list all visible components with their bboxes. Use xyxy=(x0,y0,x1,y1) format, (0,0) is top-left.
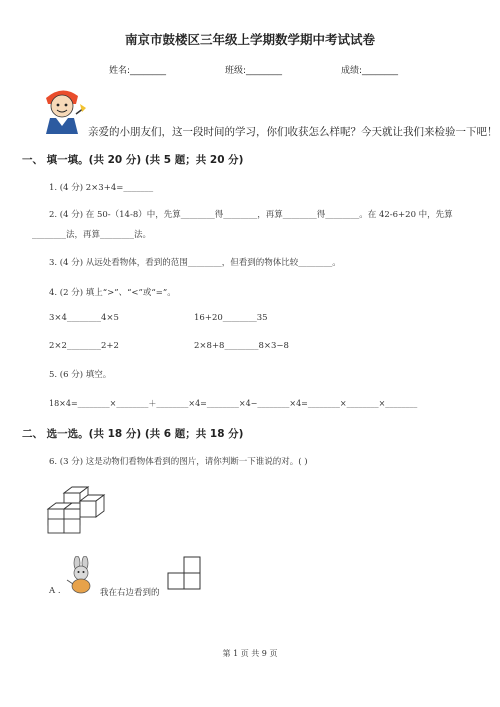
question-5-row: 18×4=________×________＋________×4=________×4−________×4=________×________×________ xyxy=(49,399,418,408)
class-field[interactable]: 班级:________ xyxy=(225,66,283,76)
page-title: 南京市鼓楼区三年级上学期数学期中考试试卷 xyxy=(124,32,375,47)
question-6: 6. (3 分) 这是动物们看物体看到的图片，请你判断一下谁说的对。( ) xyxy=(49,457,308,467)
mascot-illustration xyxy=(36,84,88,136)
option-a-view-figure xyxy=(166,555,202,591)
page-footer: 第 1 页 共 9 页 xyxy=(222,649,278,658)
question-1: 1. (4 分) 2×3+4=_______ xyxy=(49,183,154,193)
question-4: 4. (2 分) 填上“>”、“<”或“=”。 xyxy=(49,288,176,298)
name-field[interactable]: 姓名:________ xyxy=(109,66,167,76)
question-2-continued: ________法，再算________法。 xyxy=(32,230,152,240)
section-2-heading: 二、 选一选。(共 18 分) (共 6 题；共 18 分) xyxy=(22,428,244,440)
option-a-text: 我在右边看到的 xyxy=(100,588,160,598)
q4-item-1: 3×4________4×5 xyxy=(49,313,119,323)
intro-text: 亲爱的小朋友们，这一段时间的学习，你们收获怎么样呢？今天就让我们来检验一下吧！ xyxy=(88,126,498,138)
cube-stack-figure xyxy=(46,485,108,537)
question-5: 5. (6 分) 填空。 xyxy=(49,370,112,380)
q4-item-4: 2×8+8________8×3−8 xyxy=(194,341,289,351)
score-field[interactable]: 成绩:________ xyxy=(341,66,399,76)
q4-item-3: 2×2________2+2 xyxy=(49,341,119,351)
section-1-heading: 一、 填一填。(共 20 分) (共 5 题；共 20 分) xyxy=(22,154,244,166)
question-3: 3. (4 分) 从远处看物体，看到的范围________，但看到的物体比较________。 xyxy=(49,258,341,268)
question-2: 2. (4 分) 在 50-（14-8）中，先算________得________，再算________得________。在 42-6+20 中，先算 xyxy=(49,210,453,220)
rabbit-icon xyxy=(64,556,98,594)
option-a-label: A . xyxy=(49,586,61,596)
q4-item-2: 16+20________35 xyxy=(194,313,268,323)
